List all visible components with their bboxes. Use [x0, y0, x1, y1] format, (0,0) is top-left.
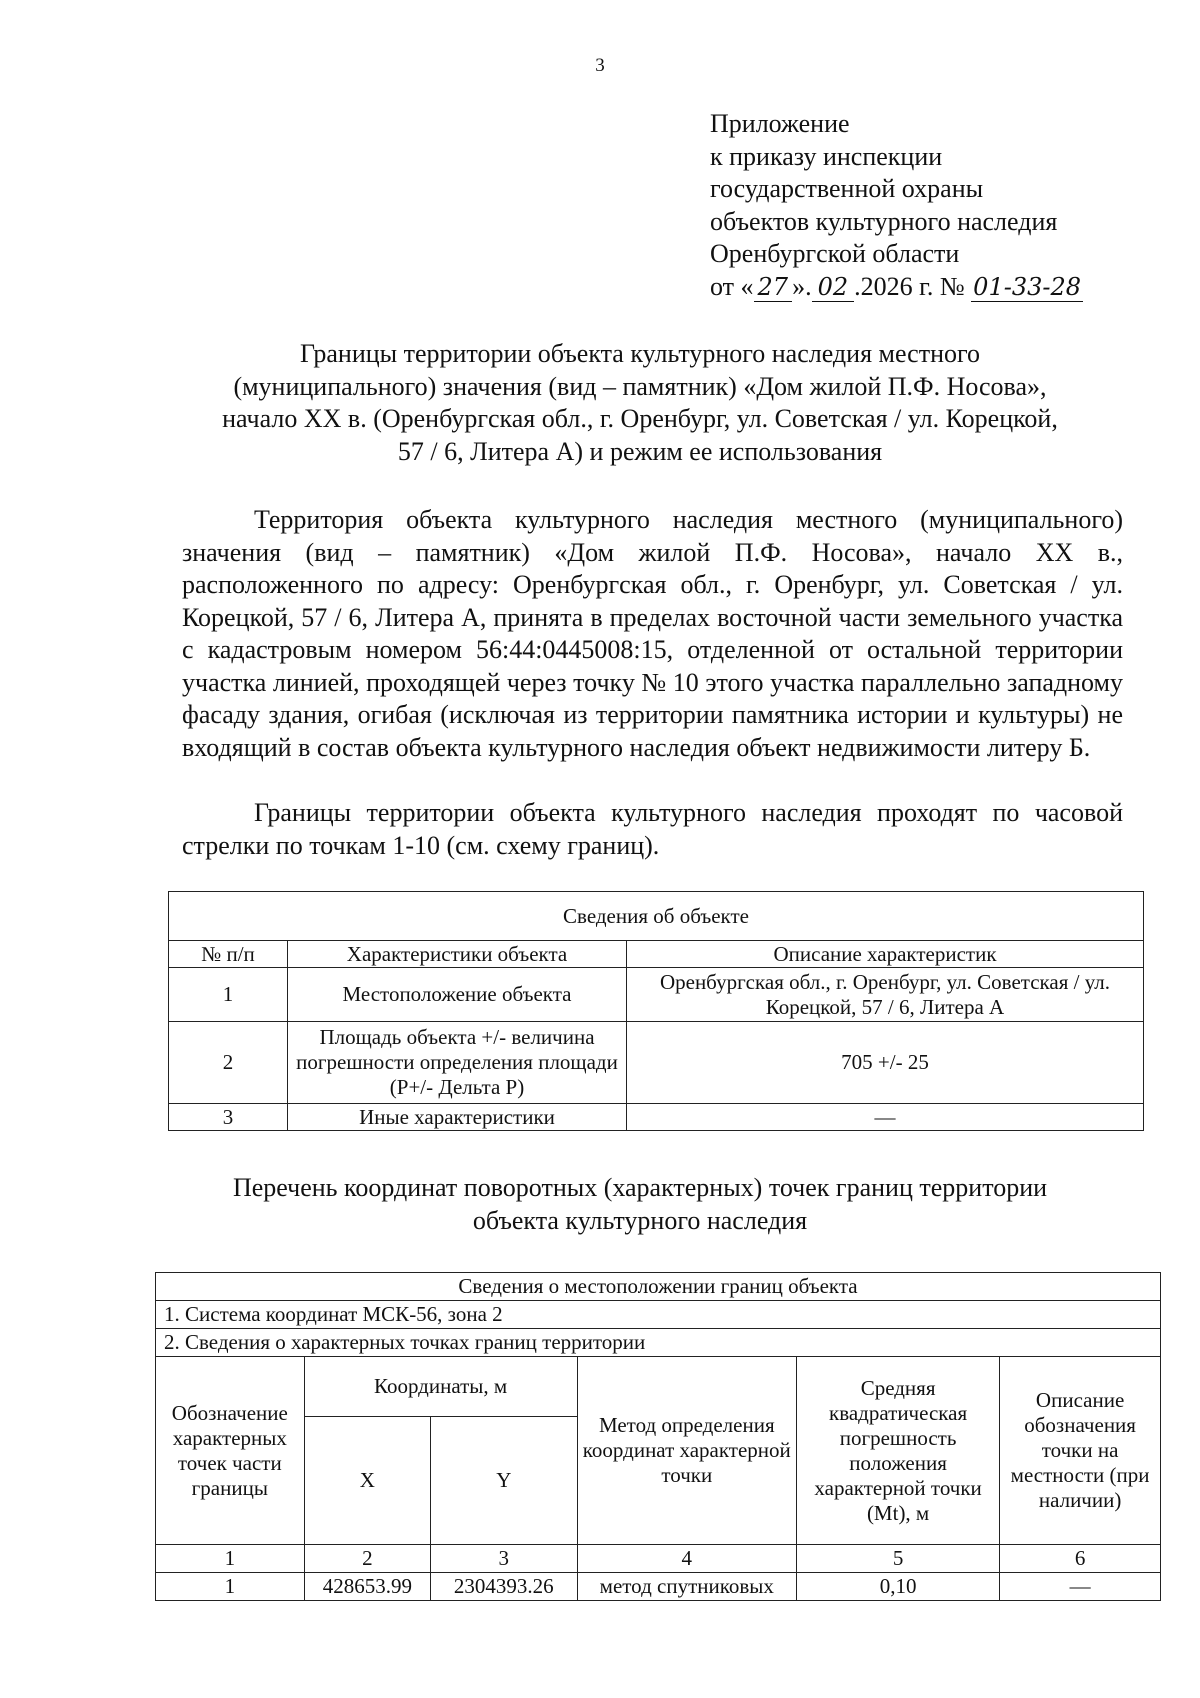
date-suffix: .2026 г. № — [854, 271, 965, 301]
header-point: Обозначение характерных точек части границы — [156, 1357, 305, 1545]
paragraph-text: Территория объекта культурного наследия местного (муниципального) значения (вид – памятник) «Дом жилой П.Ф. Носова», начало XX в., расположенного по адресу: Оренбургская обл., г. Оренбург, ул. Советская / ул. Корецкой, 57 / 6, Литера А, принята в пределах восточной части земельного участка с кадастровым номером 56:44:0445008:15, отделенной от остальной территории участка линией, проходящей через точку № 10 этого участка параллельно западному фасаду здания, огибая (исключая из территории памятника истории и культуры) не входящий в состав объекта культурного наследия объект недвижимости литеру Б. — [182, 505, 1123, 762]
row-name: Иные характеристики — [288, 1104, 627, 1131]
column-header: Описание характеристик — [627, 941, 1144, 968]
handwritten-day: 27 — [754, 273, 793, 302]
coordinates-list-title — [170, 1172, 1110, 1237]
point-error: 0,10 — [796, 1573, 999, 1601]
date-mid: ». — [792, 271, 812, 301]
row-value: 705 +/- 25 — [627, 1022, 1144, 1104]
column-header: № п/п — [169, 941, 288, 968]
column-number: 2 — [304, 1545, 430, 1573]
appendix-line: Приложение — [710, 109, 850, 138]
header-y: Y — [431, 1417, 578, 1545]
point-x: 428653.99 — [304, 1573, 430, 1601]
boundary-paragraph — [182, 797, 1123, 862]
coords-table-caption: Сведения о местоположении границ объекта — [156, 1273, 1161, 1301]
header-method: Метод определения координат характерной точки — [577, 1357, 796, 1545]
appendix-date-line — [710, 271, 1083, 304]
title-line: начало XX в. (Оренбургская обл., г. Оренбург, ул. Советская / ул. Корецкой, — [222, 404, 1058, 433]
table-row — [156, 1573, 1161, 1601]
title-line: (муниципального) значения (вид – памятник) «Дом жилой П.Ф. Носова», — [233, 371, 1047, 401]
territory-paragraph — [182, 504, 1123, 764]
column-number: 1 — [156, 1545, 305, 1573]
handwritten-order-number: 01-33-28 — [973, 272, 1082, 301]
column-number: 4 — [577, 1545, 796, 1573]
column-header: Характеристики объекта — [288, 941, 627, 968]
table-row — [169, 1104, 1144, 1131]
column-number: 5 — [796, 1545, 999, 1573]
point-description: — — [1000, 1573, 1161, 1601]
appendix-line: объектов культурного наследия — [710, 206, 1058, 236]
table-row — [169, 968, 1144, 1022]
column-numbers-row — [156, 1545, 1161, 1573]
date-prefix: от « — [710, 271, 754, 301]
title-line: 57 / 6, Литера А) и режим ее использования — [397, 436, 883, 466]
document-title — [170, 338, 1110, 468]
row-name: Местоположение объекта — [288, 968, 627, 1022]
handwritten-month: 02 — [812, 273, 855, 302]
header-coordinates: Координаты, м — [304, 1357, 577, 1417]
points-caption: 2. Сведения о характерных точках границ территории — [156, 1329, 1161, 1357]
appendix-line: государственной охраны — [710, 174, 984, 203]
point-method: метод спутниковых — [577, 1573, 796, 1601]
column-number: 3 — [431, 1545, 578, 1573]
object-info-table — [168, 891, 1144, 1131]
appendix-line: Оренбургской области — [710, 239, 960, 268]
header-error: Средняя квадратическая погрешность положения характерной точки (Mt), м — [796, 1357, 999, 1545]
header-description: Описание обозначения точки на местности (при наличии) — [1000, 1357, 1161, 1545]
point-y: 2304393.26 — [431, 1573, 578, 1601]
coordinate-system: 1. Система координат МСК-56, зона 2 — [156, 1301, 1161, 1329]
point-id: 1 — [156, 1573, 305, 1601]
row-value: — — [627, 1104, 1144, 1131]
row-name: Площадь объекта +/- величина погрешности определения площади (Р+/- Дельта Р) — [288, 1022, 627, 1104]
row-value: Оренбургская обл., г. Оренбург, ул. Советская / ул. Корецкой, 57 / 6, Литера А — [627, 968, 1144, 1022]
header-x: X — [304, 1417, 430, 1545]
row-number: 1 — [169, 968, 288, 1022]
title-line: объекта культурного наследия — [472, 1205, 808, 1235]
appendix-block — [710, 108, 1083, 303]
appendix-line: к приказу инспекции — [710, 141, 943, 171]
row-number: 2 — [169, 1022, 288, 1104]
column-number: 6 — [1000, 1545, 1161, 1573]
title-line: Границы территории объекта культурного наследия местного — [299, 339, 981, 368]
page-number: 3 — [595, 55, 605, 76]
table-row — [169, 1022, 1144, 1104]
title-line: Перечень координат поворотных (характерных) точек границ территории — [232, 1173, 1048, 1202]
coordinates-table — [155, 1272, 1161, 1601]
row-number: 3 — [169, 1104, 288, 1131]
paragraph-text: Границы территории объекта культурного наследия проходят по часовой стрелки по точкам 1-10 (см. схему границ). — [182, 798, 1123, 860]
object-table-caption: Сведения об объекте — [169, 892, 1144, 941]
